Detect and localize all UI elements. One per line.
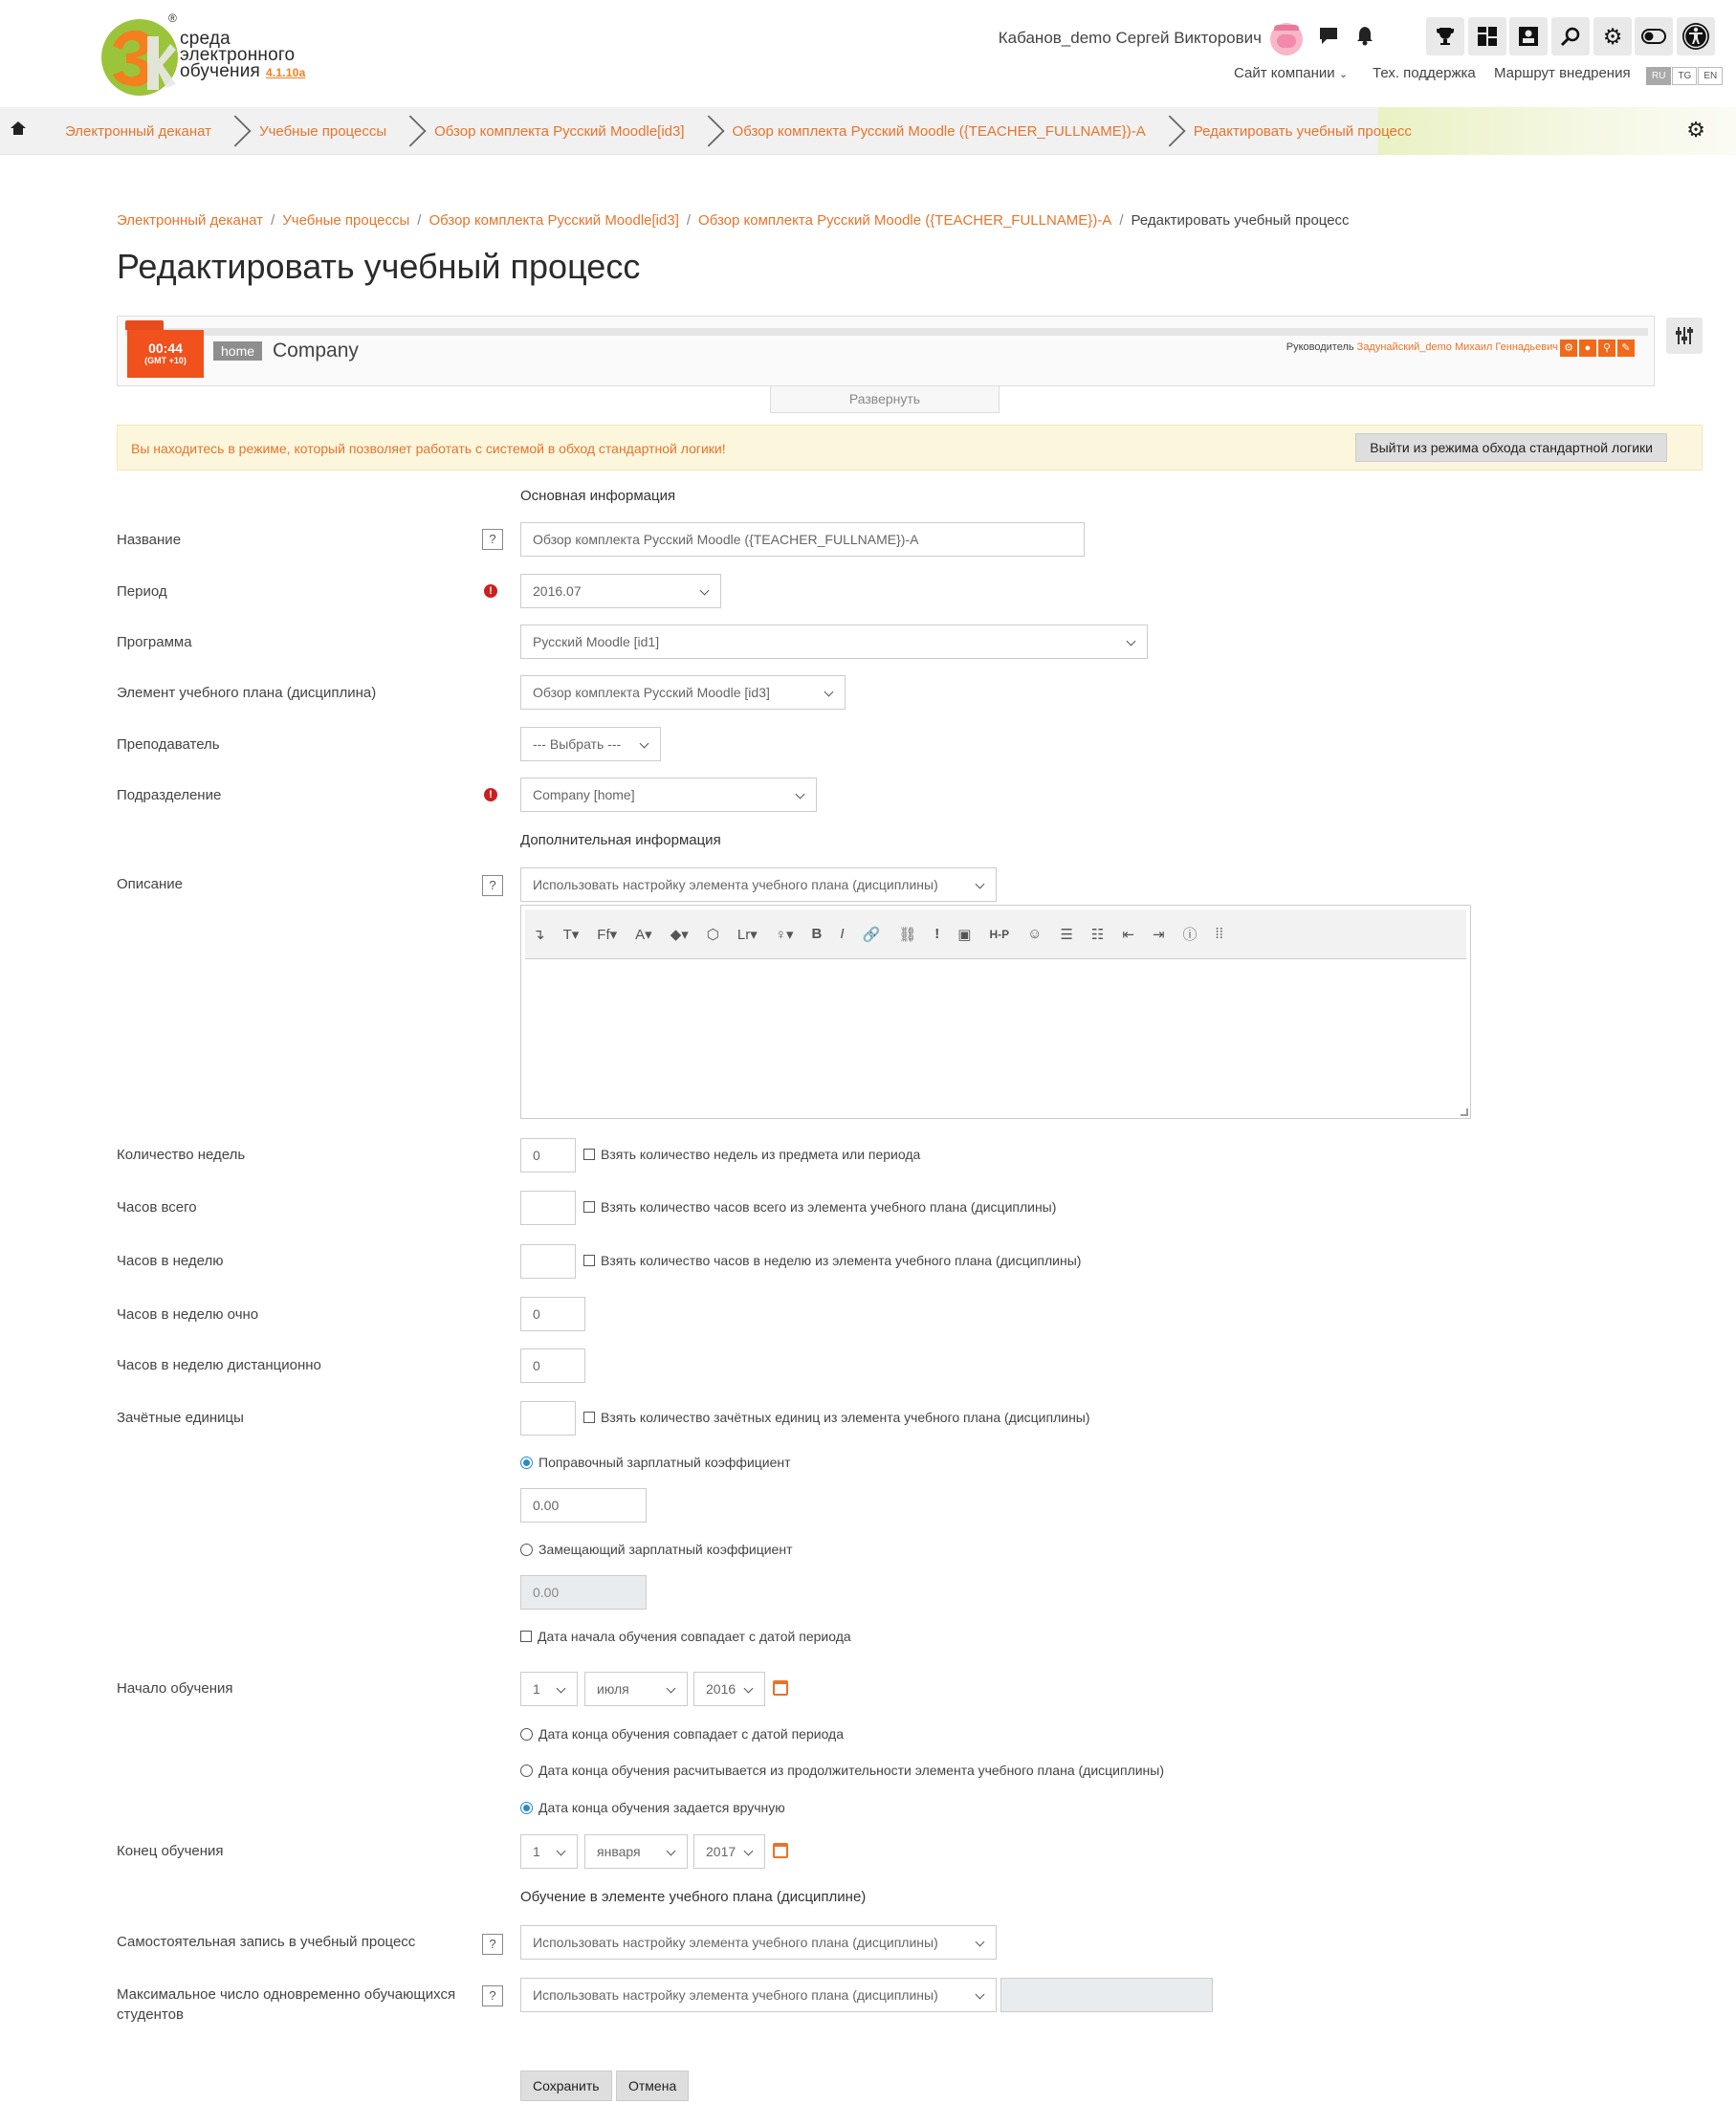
profile-card-icon[interactable] [1509,17,1548,55]
end-option-period-radio[interactable]: Дата конца обучения совпадает с датой периода [520,1726,844,1742]
editor-toolbar [525,910,1466,959]
hours-week-checkbox[interactable]: Взять количество часов в неделю из элемента учебного плана (дисциплины) [583,1253,1081,1268]
period-select[interactable]: 2016.07 [520,574,721,608]
search-icon[interactable]: ⚲ [1598,340,1615,357]
weeks-label: Количество недель [117,1147,246,1163]
breadcrumb-current: Редактировать учебный процесс [1131,212,1350,229]
radio-selected[interactable] [520,1457,533,1469]
start-date-label: Начало обучения [117,1680,233,1697]
department-select[interactable]: Company [home] [520,778,817,812]
hours-week-fulltime-input[interactable]: 0 [520,1297,585,1331]
teacher-select[interactable]: --- Выбрать --- [520,727,661,761]
resize-handle[interactable] [1461,1108,1468,1116]
logo-line-1: среда [180,29,231,49]
expand-button[interactable]: Развернуть [770,386,1000,413]
editor-btn-image[interactable]: ▣ [957,926,972,943]
editor-btn-h5p[interactable]: H-P [989,927,1010,941]
chevron-right-icon [225,107,238,155]
chat-icon[interactable] [1315,25,1342,52]
breadcrumb-link-4[interactable]: Обзор комплекта Русский Moodle ({TEACHER_FULLNAME})-А [698,212,1112,229]
end-date-label: Конец обучения [117,1843,224,1859]
support-link[interactable]: Тех. поддержка [1373,65,1476,81]
period-label: Период [117,583,167,600]
department-panel [117,316,1655,386]
company-site-menu[interactable]: Сайт компании ⌄ [1234,65,1349,81]
chevron-right-icon [400,107,413,155]
clock-time: 00:44 [148,340,183,356]
accessibility-icon[interactable] [1677,17,1715,55]
language-switcher [1645,67,1723,85]
chevron-down-icon: ⌄ [1338,69,1349,80]
logo-line-2: электронного [180,45,296,65]
search-icon[interactable] [1551,17,1590,55]
coef-correction-input[interactable]: 0.00 [520,1488,647,1523]
leader-actions [1560,340,1635,357]
bypass-warning [117,425,1703,471]
settings-icon[interactable]: ⚙ [1560,340,1577,357]
description-label: Описание [117,876,184,892]
element-select[interactable]: Обзор комплекта Русский Moodle [id3] [520,675,846,710]
logo-line-3: обучения [180,61,260,81]
editor-btn-numbers[interactable]: ☷ [1090,926,1105,943]
chevron-right-icon [698,107,712,155]
editor-btn-8[interactable]: ♀▾ [775,926,794,943]
start-match-period-checkbox[interactable]: Дата начала обучения совпадает с датой периода [520,1629,851,1644]
checkbox-box[interactable] [583,1255,595,1266]
editor-btn-bold[interactable]: B [811,926,823,942]
navbar-crumb-1[interactable]: Электронный деканат [65,122,212,140]
leader-link[interactable]: Задунайский_demo Михаил Геннадьевич [1356,341,1558,353]
breadcrumb-link-1[interactable]: Электронный деканат [117,212,264,229]
navbar-breadcrumb [0,107,1736,155]
exit-bypass-button[interactable]: Выйти из режима обхода стандартной логики [1355,433,1667,462]
name-label: Название [117,532,182,548]
end-option-manual-radio[interactable]: Дата конца обучения задается вручную [520,1800,785,1815]
department-label: Подразделение [117,787,222,803]
editor-btn-4[interactable]: A▾ [635,926,652,943]
editor-btn-7[interactable]: Lr▾ [736,926,758,943]
checkbox-box[interactable] [583,1412,595,1423]
max-students-input [1000,1978,1213,2012]
cancel-button[interactable]: Отмена [616,2071,689,2101]
editor-btn-unlink[interactable]: ⛓ [898,926,917,943]
editor-btn-5[interactable]: ◆▾ [670,926,689,943]
weeks-input[interactable]: 0 [520,1138,576,1173]
credits-label: Зачётные единицы [117,1410,244,1426]
coef-replacement-radio[interactable]: Замещающий зарплатный коэффициент [520,1542,792,1557]
gear-icon[interactable]: ⚙ [1593,17,1632,55]
editor-btn-info[interactable]: ⓘ [1182,927,1198,943]
help-icon[interactable]: ? [482,1985,503,2006]
department-code-badge: home [213,341,262,361]
lang-en[interactable]: EN [1698,67,1723,85]
hours-week-distance-input[interactable]: 0 [520,1348,585,1383]
bell-icon[interactable] [1351,25,1378,52]
toggle-icon[interactable] [1635,17,1673,55]
editor-btn-emoji[interactable]: ☺ [1027,926,1043,942]
navbar-crumb-4[interactable]: Обзор комплекта Русский Moodle ({TEACHER_FULLNAME})-А [732,122,1146,140]
logo-wordmark [180,31,305,81]
logo-mark-icon [99,17,180,98]
max-students-label: Максимальное число одновременно обучающихся студентов [117,1986,456,2023]
edit-icon[interactable]: ✎ [1617,340,1635,357]
department-name: Company [273,340,359,362]
calendar-icon[interactable] [773,1680,788,1696]
radio-unselected[interactable] [520,1544,533,1556]
name-input[interactable]: Обзор комплекта Русский Moodle ({TEACHER_FULLNAME})-А [520,522,1085,557]
panel-tab [125,320,164,330]
help-icon[interactable]: ? [482,875,503,896]
end-year-select[interactable]: 2017 [693,1834,765,1869]
navbar-crumb-3[interactable]: Обзор комплекта Русский Moodle[id3] [434,122,685,140]
end-day-select[interactable]: 1 [520,1834,578,1869]
coef-replacement-input: 0.00 [520,1575,647,1610]
self-enrol-label: Самостоятельная запись в учебный процесс [117,1934,416,1950]
required-icon: ! [484,788,497,801]
hours-week-label: Часов в неделю [117,1253,224,1269]
clock-timezone: (GMT +10) [144,356,187,365]
editor-btn-indent[interactable]: ⇥ [1152,926,1165,943]
breadcrumb-link-3[interactable]: Обзор комплекта Русский Moodle[id3] [429,212,679,229]
navbar-crumb-5[interactable]: Редактировать учебный процесс [1193,122,1412,140]
section-main-heading: Основная информация [520,488,676,504]
description-editor[interactable] [520,905,1471,1119]
editor-btn-13[interactable]: ! [934,926,940,942]
logo[interactable] [96,13,316,99]
self-enrol-select[interactable]: Использовать настройку элемента учебного плана (дисциплины) [520,1925,997,1960]
required-icon: ! [484,584,497,598]
navbar-crumb-2[interactable]: Учебные процессы [259,122,387,140]
hours-total-label: Часов всего [117,1199,197,1216]
start-year-select[interactable]: 2016 [693,1672,765,1706]
coef-correction-radio[interactable]: Поправочный зарплатный коэффициент [520,1455,791,1470]
start-day-select[interactable]: 1 [520,1672,578,1706]
hours-week-fulltime-label: Часов в неделю очно [117,1306,259,1323]
help-icon[interactable]: ? [482,529,503,550]
program-label: Программа [117,634,192,650]
section-learning-heading: Обучение в элементе учебного плана (дисциплине) [520,1889,867,1905]
clock-widget [127,330,204,378]
start-month-select[interactable]: июля [584,1672,688,1706]
teacher-label: Преподаватель [117,736,220,753]
end-option-duration-radio[interactable]: Дата конца обучения расчитывается из продолжительности элемента учебного плана (дисциплины) [520,1763,1164,1778]
checkbox-box[interactable] [583,1149,595,1160]
sliders-icon[interactable] [1666,318,1703,354]
credits-input[interactable] [520,1401,576,1436]
checkbox-box[interactable] [520,1631,532,1642]
hours-week-input[interactable] [520,1244,576,1279]
page-title: Редактировать учебный процесс [117,247,641,286]
editor-btn-outdent[interactable]: ⇤ [1122,926,1134,943]
leader-info: Руководитель Задунайский_demo Михаил Геннадьевич [1286,341,1558,353]
section-extra-heading: Дополнительная информация [520,832,721,848]
user-avatar[interactable] [1270,23,1303,55]
editor-btn-2[interactable]: T▾ [562,926,580,943]
max-students-select[interactable]: Использовать настройку элемента учебного плана (дисциплины) [520,1978,997,2012]
editor-btn-3[interactable]: Ff▾ [597,926,618,943]
credits-checkbox[interactable]: Взять количество зачётных единиц из элемента учебного плана (дисциплины) [583,1410,1090,1425]
panel-strip [125,328,1648,336]
editor-btn-italic[interactable]: I [840,926,845,942]
description-source-select[interactable]: Использовать настройку элемента учебного плана (дисциплины) [520,867,997,902]
home-icon[interactable] [10,120,27,142]
roadmap-link[interactable]: Маршрут внедрения [1494,65,1631,81]
editor-btn-bullets[interactable]: ☰ [1060,926,1073,943]
user-name[interactable]: Кабанов_demo Сергей Викторович [998,29,1262,47]
trophy-icon[interactable] [1426,17,1464,55]
hours-total-checkbox[interactable]: Взять количество часов всего из элемента учебного плана (дисциплины) [583,1199,1056,1215]
weeks-checkbox[interactable]: Взять количество недель из предмета или периода [583,1147,920,1162]
end-month-select[interactable]: января [584,1834,688,1869]
lang-tg[interactable]: TG [1672,67,1697,85]
editor-btn-1[interactable]: ↴ [533,926,545,943]
settings-gear-icon[interactable]: ⚙ [1686,118,1705,142]
editor-btn-link[interactable]: 🔗 [862,926,881,943]
checkbox-box[interactable] [583,1201,595,1213]
breadcrumb: Электронный деканат / Учебные процессы / Обзор комплекта Русский Moodle[id3] / Обзор комплекта Русский Moodle ({TEACHER_FULLNAME})-А / Редактировать учебный процесс [117,212,1350,229]
program-select[interactable]: Русский Moodle [id1] [520,625,1148,659]
dashboard-icon[interactable] [1468,17,1506,55]
breadcrumb-link-2[interactable]: Учебные процессы [282,212,410,229]
user-icon[interactable]: ● [1579,340,1596,357]
hours-week-distance-label: Часов в неделю дистанционно [117,1357,321,1373]
logo-version[interactable]: 4.1.10a [266,66,306,79]
navbar-decoration [1378,107,1736,155]
calendar-icon[interactable] [773,1843,788,1858]
warning-text: Вы находитесь в режиме, который позволяет работать с системой в обход стандартной логики! [131,441,726,456]
save-button[interactable]: Сохранить [520,2071,612,2101]
registered-mark: ® [168,11,177,25]
element-label: Элемент учебного плана (дисциплина) [117,685,377,701]
hours-total-input[interactable] [520,1191,576,1225]
help-icon[interactable]: ? [482,1934,503,1955]
top-header [0,0,1736,107]
lang-ru[interactable]: RU [1646,67,1671,85]
editor-btn-more[interactable]: ⁞⁞ [1215,926,1223,942]
editor-btn-6[interactable]: ⬡ [706,926,719,943]
chevron-right-icon [1159,107,1173,155]
